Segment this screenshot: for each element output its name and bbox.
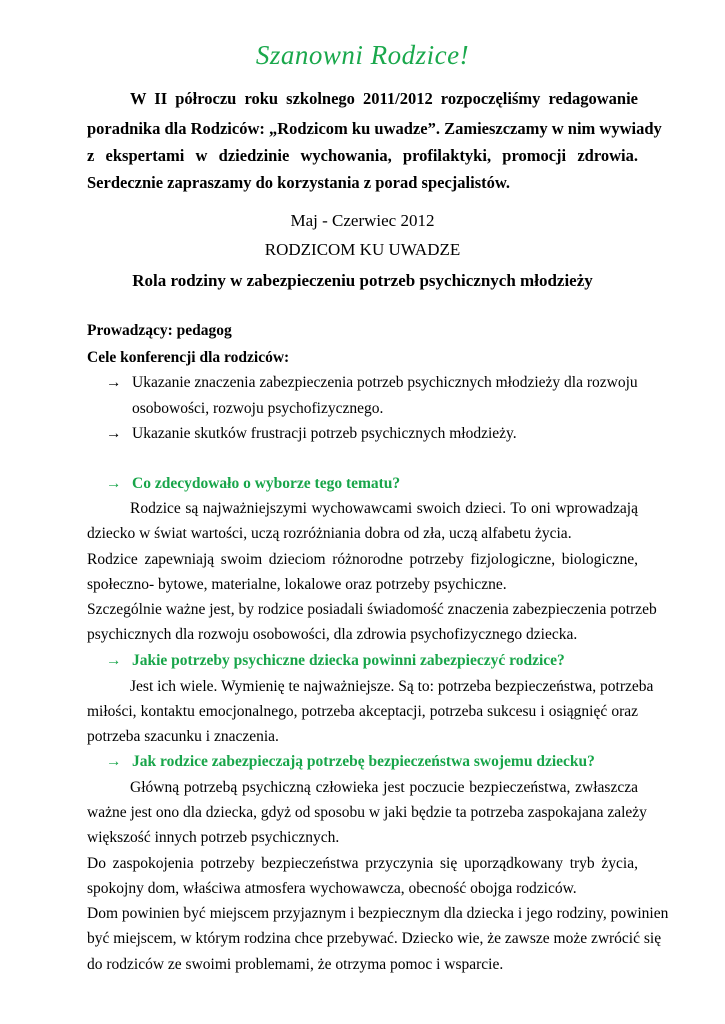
answer-line: dziecko w świat wartości, uczą rozróżniania dobra od zła, uczą alfabetu życia. <box>87 525 572 542</box>
intro-line: Serdecznie zapraszamy do korzystania z porad specjalistów. <box>87 173 510 192</box>
answer-line: Do zaspokojenia potrzeby bezpieczeństwa przyczynia się uporządkowany tryb życia, <box>87 855 638 872</box>
arrow-right-icon: → <box>106 425 122 442</box>
answer-line: większość innych potrzeb psychicznych. <box>87 829 340 846</box>
answer-line: Rodzice zapewniają swoim dzieciom różnorodne potrzeby fizjologiczne, biologiczne, <box>87 551 638 568</box>
goal-text: Ukazanie znaczenia zabezpieczenia potrzeb psychicznych młodzieży dla rozwoju <box>132 374 638 391</box>
question-text: Jakie potrzeby psychiczne dziecka powinni zabezpieczyć rodzice? <box>132 652 565 669</box>
goals-heading: Cele konferencji dla rodziców: <box>87 349 290 366</box>
intro-line: W II półroczu roku szkolnego 2011/2012 rozpoczęliśmy redagowanie <box>130 89 638 108</box>
question-text: Co zdecydowało o wyborze tego tematu? <box>132 475 401 492</box>
answer-line: do rodziców ze swoimi problemami, że otrzyma pomoc i wsparcie. <box>87 956 504 973</box>
page-title: Szanowni Rodzice! <box>255 40 470 70</box>
question-text: Jak rodzice zabezpieczają potrzebę bezpieczeństwa swojemu dziecku? <box>132 753 595 770</box>
intro-line: z ekspertami w dziedzinie wychowania, profilaktyki, promocji zdrowia. <box>87 146 638 165</box>
issue-date: Maj - Czerwiec 2012 <box>290 211 435 230</box>
intro-line: poradnika dla Rodziców: „Rodzicom ku uwadze”. Zamieszczamy w nim wywiady <box>87 119 662 138</box>
series-title: RODZICOM KU UWADZE <box>264 240 461 259</box>
answer-line: Jest ich wiele. Wymienię te najważniejsze. Są to: potrzeba bezpieczeństwa, potrzeba <box>130 678 654 695</box>
arrow-right-icon: → <box>106 374 122 391</box>
goal-item <box>106 374 638 391</box>
answer-line: miłości, kontaktu emocjonalnego, potrzeba akceptacji, potrzeba sukcesu i osiągnięć oraz <box>87 703 638 720</box>
answer-line: ważne jest ono dla dziecka, gdyż od sposobu w jaki będzie ta potrzeba zaspokajana zależy <box>87 804 647 821</box>
answer-line: psychicznych dla rozwoju osobowości, dla zdrowia psychofizycznego dziecka. <box>87 626 578 643</box>
answer-line: Szczególnie ważne jest, by rodzice posiadali świadomość znaczenia zabezpieczenia potrzeb <box>87 601 657 618</box>
question-heading <box>106 475 400 492</box>
goal-item <box>106 425 517 442</box>
answer-line: Rodzice są najważniejszymi wychowawcami swoich dzieci. To oni wprowadzają <box>130 500 638 517</box>
question-heading <box>106 652 565 669</box>
answer-line: spokojny dom, właściwa atmosfera wychowawcza, obecność obojga rodziców. <box>87 880 577 897</box>
arrow-right-icon: → <box>106 753 122 770</box>
goal-text: Ukazanie skutków frustracji potrzeb psychicznych młodzieży. <box>132 425 517 442</box>
answer-line: społeczno- bytowe, materialne, lokalowe oraz potrzeby psychiczne. <box>87 576 507 593</box>
question-heading <box>106 753 595 770</box>
goal-text-continued: osobowości, rozwoju psychofizycznego. <box>132 400 384 417</box>
arrow-right-icon: → <box>106 652 122 669</box>
answer-line: być miejscem, w którym rodzina chce przebywać. Dziecko wie, że zawsze może zwrócić się <box>87 930 662 947</box>
answer-line: Dom powinien być miejscem przyjaznym i bezpiecznym dla dziecka i jego rodziny, powinien <box>87 905 669 922</box>
topic-heading: Rola rodziny w zabezpieczeniu potrzeb psychicznych młodzieży <box>132 271 593 290</box>
answer-line: potrzeba szacunku i znaczenia. <box>87 728 279 745</box>
answer-line: Główną potrzebą psychiczną człowieka jest poczucie bezpieczeństwa, zwłaszcza <box>130 779 638 796</box>
arrow-right-icon: → <box>106 475 122 492</box>
host-label: Prowadzący: pedagog <box>87 322 232 339</box>
